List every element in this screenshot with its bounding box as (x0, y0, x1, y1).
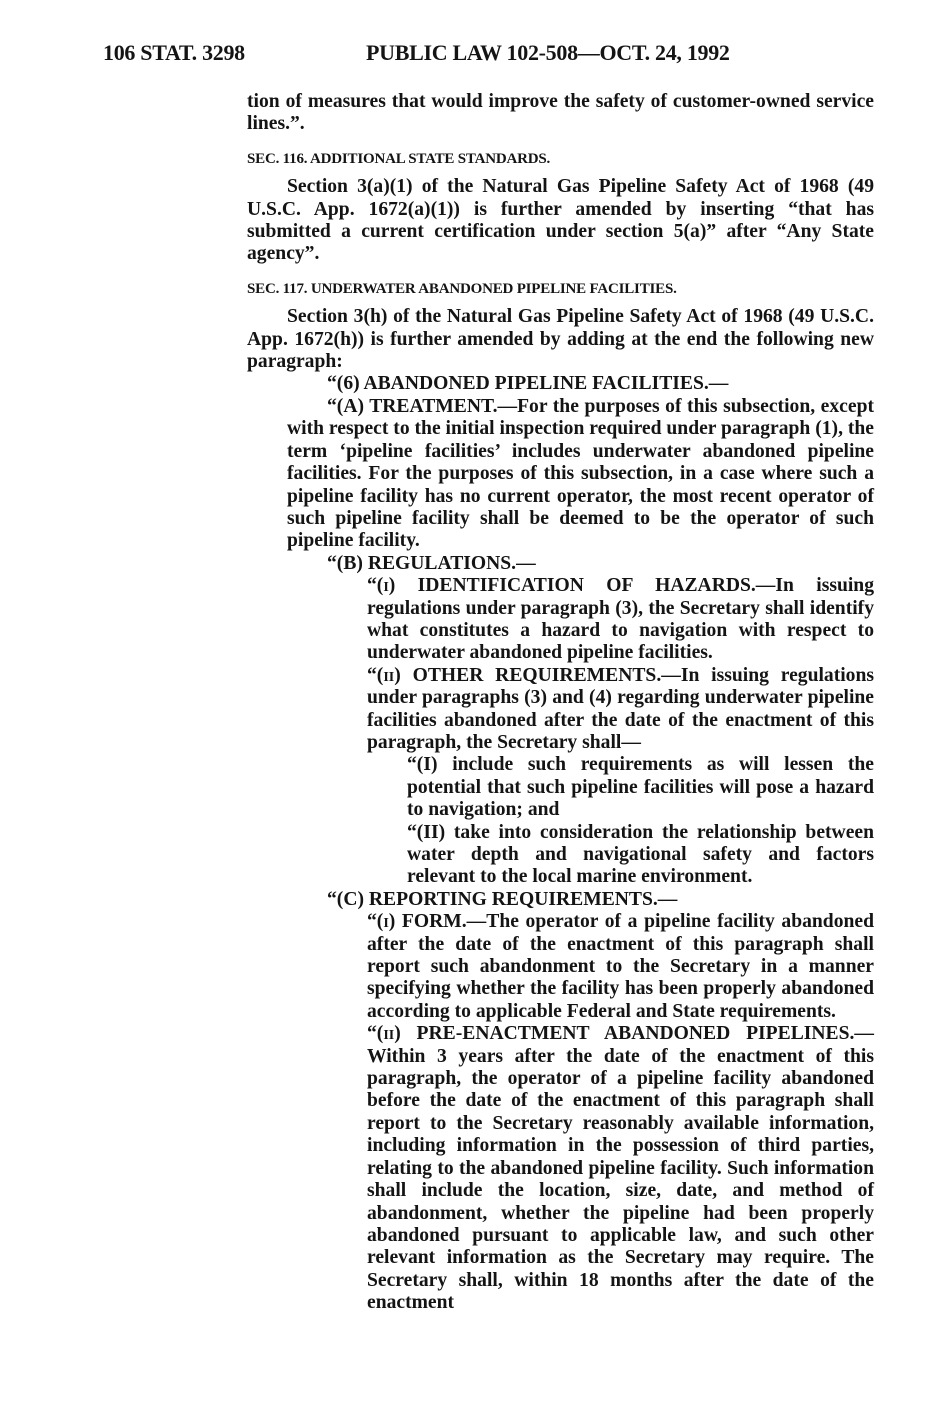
section-116-heading: SEC. 116. ADDITIONAL STATE STANDARDS. (247, 150, 551, 167)
paragraph-b-ii-text: In issuing regulations under paragraphs (3) and (4) regarding underwater pipeline facilities abandoned after the date of the enactment of this paragraph, the Secretary shall— (367, 664, 874, 753)
paragraph-a (287, 396, 874, 553)
paragraph-c-heading: “(C) REPORTING REQUIREMENTS.— (327, 888, 678, 910)
paragraph-c-ii-text: Within 3 years after the date of the enactment of this paragraph, the operator of a pipeline facility abandoned before the date of the enactment of this paragraph shall report to the Secretary reasonably available information, including information in the possession of third parties, relating to the abandoned pipeline facility. Such information shall include the location, size, date, and method of abandonment, whether the pipeline had been properly abandoned pursuant to applicable law, and such other relevant information as the Secretary may require. The Secretary shall, within 18 months after the date of the enactment (367, 1045, 874, 1314)
paragraph-b-ii (367, 665, 874, 755)
paragraph-b-i-label: “(i) IDENTIFICATION OF HAZARDS.— (367, 575, 776, 597)
paragraph-b-ii-II: “(II) take into consideration the relationship between water depth and navigational safety and factors relevant to the local marine environment. (407, 821, 874, 888)
paragraph-6-heading: “(6) ABANDONED PIPELINE FACILITIES.— (327, 373, 729, 395)
paragraph-b-heading: “(B) REGULATIONS.— (327, 552, 536, 574)
paragraph-c-i (367, 911, 874, 1023)
continued-paragraph: tion of measures that would improve the safety of customer-owned service lines.”. (247, 91, 874, 135)
section-117-text: Section 3(h) of the Natural Gas Pipeline Safety Act of 1968 (49 U.S.C. App. 1672(h)) is further amended by adding at the end the following new paragraph: (247, 306, 874, 373)
section-116-text: Section 3(a)(1) of the Natural Gas Pipeline Safety Act of 1968 (49 U.S.C. App. 1672(a)(1)) is further amended by inserting “that has submitted a current certification under section 5(a)” after “Any State agency”. (247, 176, 874, 265)
paragraph-c-ii (367, 1023, 874, 1314)
paragraph-c-ii-label: “(ii) PRE-ENACTMENT ABANDONED PIPELINES.— (367, 1023, 874, 1045)
section-117-heading: SEC. 117. UNDERWATER ABANDONED PIPELINE FACILITIES. (247, 280, 677, 297)
paragraph-b-i (367, 575, 874, 665)
paragraph-a-text: For the purposes of this subsection, except with respect to the initial inspection required under paragraph (1), the term ‘pipeline facilities’ includes underwater abandoned pipeline facilities. For the purposes of this subsection, in a case where such a pipeline facility has no current operator, the most recent operator of such pipeline facility shall be deemed to be the operator of such pipeline facility. (287, 395, 874, 552)
public-law-title: PUBLIC LAW 102-508—OCT. 24, 1992 (366, 40, 730, 65)
page-header (103, 40, 863, 70)
paragraph-b-ii-label: “(ii) OTHER REQUIREMENTS.— (367, 664, 681, 686)
paragraph-c-i-text: The operator of a pipeline facility abandoned after the date of the enactment of this paragraph shall report such abandonment to the Secretary in a manner specifying whether the facility has been properly abandoned according to applicable Federal and State requirements. (367, 911, 874, 1022)
paragraph-b-i-text: In issuing regulations under paragraph (3), the Secretary shall identify what constitutes a hazard to navigation with respect to underwater abandoned pipeline facilities. (367, 575, 875, 664)
paragraph-c-i-label: “(i) FORM.— (367, 911, 487, 933)
paragraph-b-ii-I: “(I) include such requirements as will lessen the potential that such pipeline facilities will pose a hazard to navigation; and (407, 754, 874, 821)
paragraph-a-label: “(A) TREATMENT.— (327, 395, 518, 417)
statute-citation: 106 STAT. 3298 (103, 40, 245, 65)
document-body (247, 91, 874, 1315)
